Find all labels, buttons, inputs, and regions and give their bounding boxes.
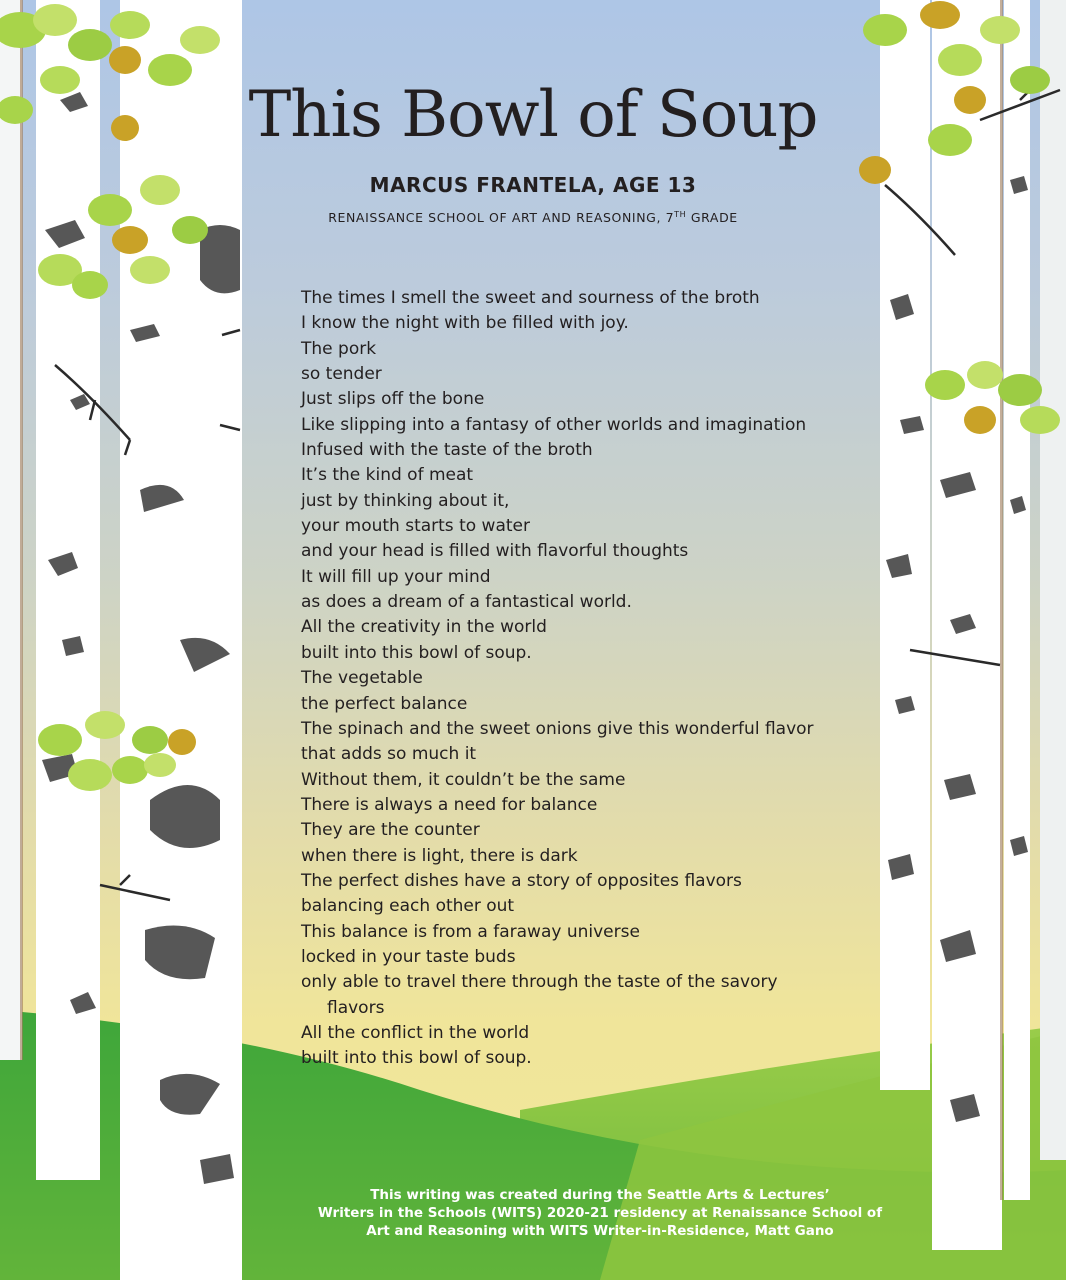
footer-line: Art and Reasoning with WITS Writer-in-Residence, Matt Gano <box>366 1223 834 1239</box>
birch-tree-far-left <box>0 0 22 1060</box>
poem-line: It’s the kind of meat <box>301 465 474 486</box>
school-info <box>0 210 1066 225</box>
footer-credit <box>300 1186 900 1240</box>
poem-line: when there is light, there is dark <box>301 845 578 866</box>
author-name: MARCUS FRANTELA, AGE 13 <box>369 173 697 197</box>
poem-line: They are the counter <box>301 820 480 841</box>
poem-line: The spinach and the sweet onions give this wonderful flavor <box>301 718 814 739</box>
poem-line: Infused with the taste of the broth <box>301 440 593 461</box>
poem-line: as does a dream of a fantastical world. <box>301 592 632 613</box>
poem-title: This Bowl of Soup <box>248 78 818 152</box>
school-name: RENAISSANCE SCHOOL OF ART AND REASONING, 7 <box>328 210 675 226</box>
poem-line: locked in your taste buds <box>301 946 516 967</box>
grade-superscript: TH <box>674 210 687 219</box>
poem-line: only able to travel there through the taste of the savory <box>301 972 778 993</box>
poem-body <box>301 286 881 1072</box>
poem-line: The pork <box>301 338 377 359</box>
poem-line: built into this bowl of soup. <box>301 642 532 663</box>
poem-line: balancing each other out <box>301 896 515 917</box>
poem-line: just by thinking about it, <box>301 490 510 511</box>
poem-line: The perfect dishes have a story of opposites flavors <box>301 870 742 891</box>
poem-line: All the conflict in the world <box>301 1022 530 1043</box>
poem-line: This balance is from a faraway universe <box>301 921 640 942</box>
poem-line: The times I smell the sweet and sourness of the broth <box>301 288 760 308</box>
poem-line: that adds so much it <box>301 744 477 765</box>
poem-line: built into this bowl of soup. <box>301 1048 532 1069</box>
poem-line: flavors <box>327 997 385 1018</box>
poem-line: Like slipping into a fantasy of other worlds and imagination <box>301 414 807 435</box>
poem-line: your mouth starts to water <box>301 516 530 537</box>
poem-line: There is always a need for balance <box>301 794 598 815</box>
poem-line: Without them, it couldn’t be the same <box>301 769 626 790</box>
poem-line: the perfect balance <box>301 693 468 714</box>
poem-line: I know the night with be filled with joy. <box>301 313 629 334</box>
footer-line: This writing was created during the Seattle Arts & Lectures’ <box>370 1187 830 1203</box>
poem-line: and your head is filled with flavorful thoughts <box>301 541 689 562</box>
footer-line: Writers in the Schools (WITS) 2020-21 residency at Renaissance School of <box>317 1205 883 1221</box>
poem-line: All the creativity in the world <box>301 617 547 638</box>
poem-line: It will fill up your mind <box>301 566 491 587</box>
poem-line: Just slips off the bone <box>301 389 485 410</box>
poem-line: The vegetable <box>301 668 423 689</box>
grade-word: GRADE <box>686 210 738 226</box>
poem-line: so tender <box>301 364 382 385</box>
